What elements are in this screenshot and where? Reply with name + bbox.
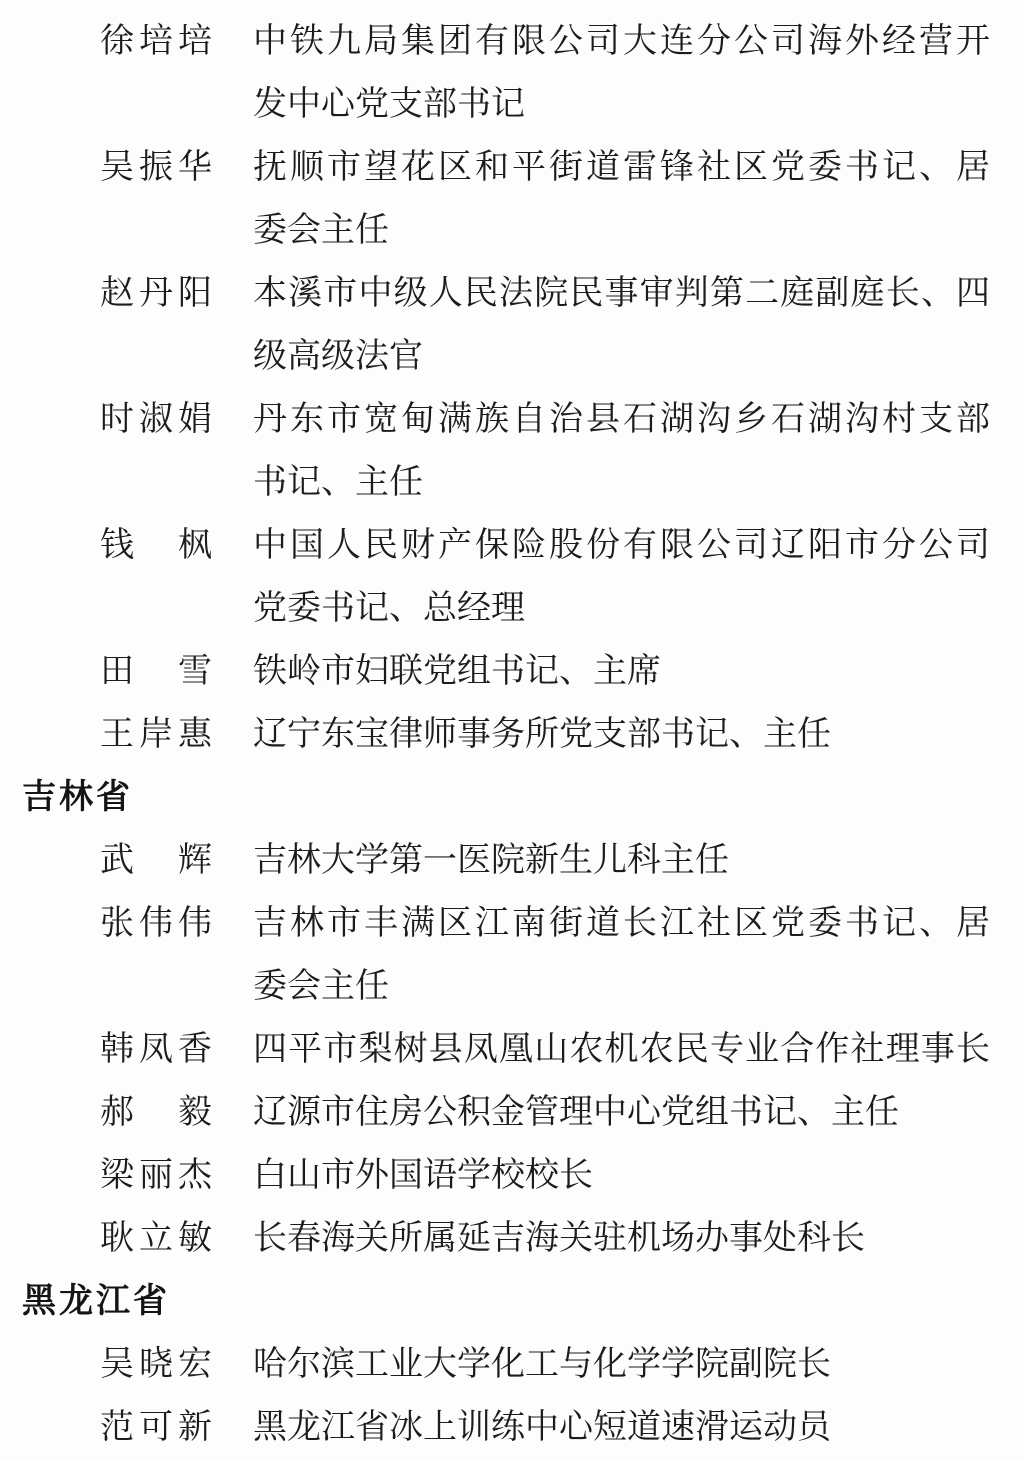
title-line: 发中心党支部书记 (253, 86, 525, 123)
person-name: 吴振华 (100, 149, 212, 186)
person-title (253, 262, 990, 388)
person-name: 耿立敏 (100, 1220, 212, 1257)
person-title (253, 703, 990, 766)
person-name: 张伟伟 (100, 905, 212, 942)
section-header-heilongjiang: 黑龙江省 (22, 1282, 170, 1320)
title-line: 中铁九局集团有限公司大连分公司海外经营开 (253, 23, 990, 60)
list-item (0, 1018, 1025, 1081)
list-item (0, 1081, 1025, 1144)
person-name: 时淑娟 (100, 401, 212, 438)
person-name: 梁丽杰 (100, 1157, 212, 1194)
title-line: 本溪市中级人民法院民事审判第二庭副庭长、四 (253, 275, 990, 312)
person-name: 钱枫 (100, 527, 212, 564)
person-title (253, 388, 990, 514)
person-title (253, 10, 990, 136)
list-item (0, 829, 1025, 892)
list-item (0, 892, 1025, 1018)
title-line: 委会主任 (253, 212, 389, 249)
person-title (253, 1081, 990, 1144)
list-item (0, 10, 1025, 136)
title-line: 抚顺市望花区和平街道雷锋社区党委书记、居 (253, 149, 990, 186)
person-name: 田雪 (100, 653, 212, 690)
person-title (253, 640, 990, 703)
person-title (253, 1207, 990, 1270)
title-line: 级高级法官 (253, 338, 423, 375)
person-name: 徐培培 (100, 23, 212, 60)
title-line: 吉林大学第一医院新生儿科主任 (253, 842, 729, 879)
person-name: 吴晓宏 (100, 1346, 212, 1383)
list-item (0, 514, 1025, 640)
person-title (253, 1018, 990, 1081)
title-line: 哈尔滨工业大学化工与化学学院副院长 (253, 1346, 831, 1383)
person-title (253, 829, 990, 892)
person-title (253, 1144, 990, 1207)
title-line: 辽宁东宝律师事务所党支部书记、主任 (253, 716, 831, 753)
person-name: 赵丹阳 (100, 275, 212, 312)
title-line: 四平市梨树县凤凰山农机农民专业合作社理事长 (253, 1031, 990, 1068)
list-item (0, 640, 1025, 703)
person-title (253, 892, 990, 1018)
person-title (253, 514, 990, 640)
list-item (0, 136, 1025, 262)
list-item (0, 262, 1025, 388)
title-line: 书记、主任 (253, 464, 423, 501)
person-name: 郝毅 (100, 1094, 212, 1131)
person-name: 武辉 (100, 842, 212, 879)
title-line: 吉林市丰满区江南街道长江社区党委书记、居 (253, 905, 990, 942)
list-item (0, 1207, 1025, 1270)
title-line: 黑龙江省冰上训练中心短道速滑运动员 (253, 1409, 831, 1446)
list-item (0, 703, 1025, 766)
person-name: 韩凤香 (100, 1031, 212, 1068)
list-item (0, 1144, 1025, 1207)
list-item (0, 1333, 1025, 1396)
title-line: 辽源市住房公积金管理中心党组书记、主任 (253, 1094, 899, 1131)
person-title (253, 136, 990, 262)
person-title (253, 1396, 990, 1459)
list-item (0, 388, 1025, 514)
title-line: 委会主任 (253, 968, 389, 1005)
person-name: 范可新 (100, 1409, 212, 1446)
title-line: 中国人民财产保险股份有限公司辽阳市分公司 (253, 527, 990, 564)
person-name: 王岸惠 (100, 716, 212, 753)
section-header-jilin: 吉林省 (22, 778, 133, 816)
title-line: 丹东市宽甸满族自治县石湖沟乡石湖沟村支部 (253, 401, 990, 438)
title-line: 党委书记、总经理 (253, 590, 525, 627)
title-line: 长春海关所属延吉海关驻机场办事处科长 (253, 1220, 865, 1257)
title-line: 铁岭市妇联党组书记、主席 (253, 653, 661, 690)
title-line: 白山市外国语学校校长 (253, 1157, 593, 1194)
list-item (0, 1396, 1025, 1459)
person-title (253, 1333, 990, 1396)
